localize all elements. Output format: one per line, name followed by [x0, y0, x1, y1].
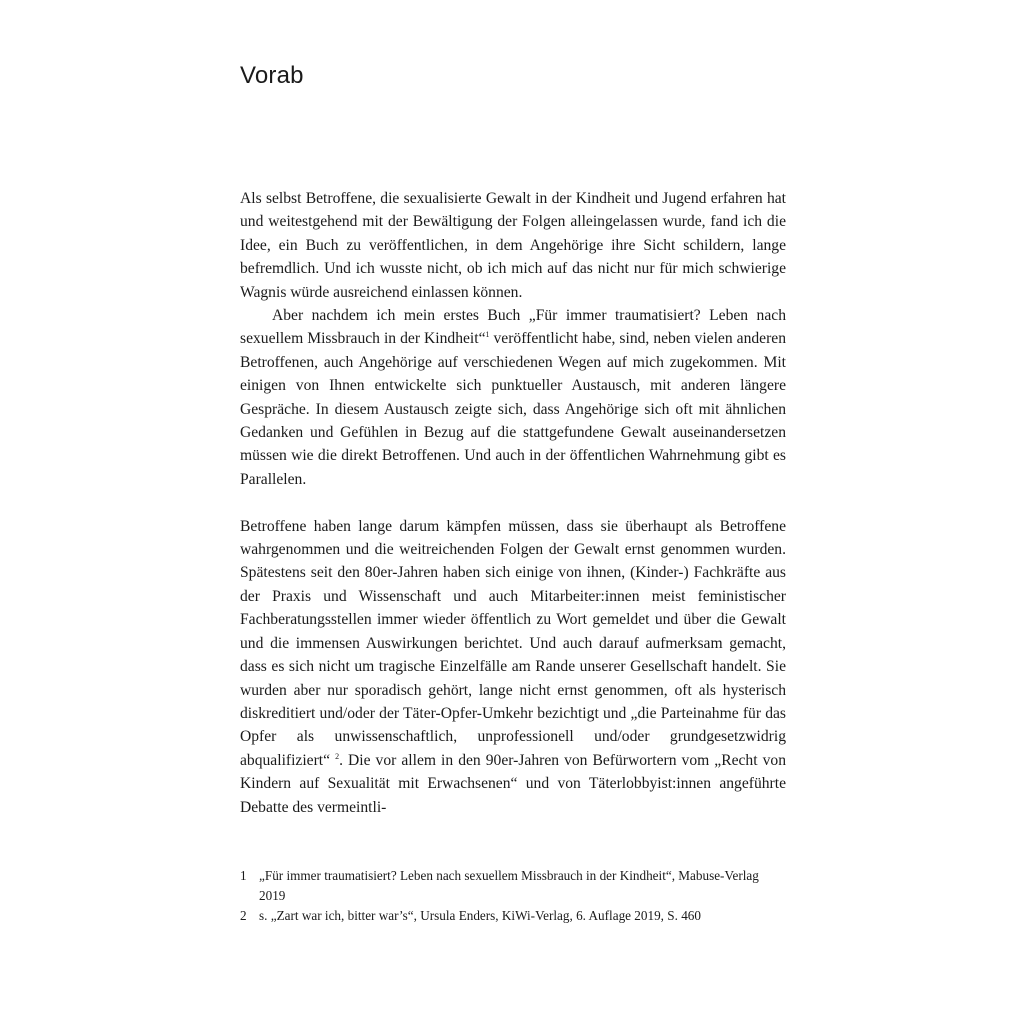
chapter-title: Vorab: [240, 62, 304, 89]
paragraph-1: Als selbst Betroffene, die sexualisierte Gewalt in der Kindheit und Jugend erfahren hat und weitestgehend mit der Bewältigung der Folgen alleingelassen wurde, fand ich die Idee, ein Buch zu veröffentlichen, in dem Angehörige ihre Sicht schildern, lange befremdlich. Und ich wusste nicht, ob ich mich auf das nicht nur für mich schwierige Wagnis würde ausreichend einlassen können.: [240, 190, 786, 301]
footnote-1: [240, 866, 786, 906]
paragraph-3-text-part-2: . Die vor allem in den 90er-Jahren von Befürwortern vom „Recht von Kindern auf Sexualität mit Erwachsenen“ und von Täterlobbyist:innen angeführte Debatte des vermeintli-: [240, 751, 786, 816]
footnotes: [240, 866, 786, 926]
paragraph-2-text-part-2: veröffentlicht habe, sind, neben vielen anderen Betroffenen, auch Angehörige auf verschiedenen Wegen auf mich zugekommen. Mit einigen von Ihnen entwickelte sich punktueller Austausch, mit anderen längere Gespräche. In diesem Austausch zeigte sich, dass Angehörige sich oft mit ähnlichen Gedanken und Gefühlen in Bezug auf die stattgefundene Gewalt auseinandersetzen müssen wie die direkt Betroffenen. Und auch in der öffentlichen Wahrnehmung gibt es Parallelen.: [240, 330, 786, 488]
paragraph-3-text-part-1: Betroffene haben lange darum kämpfen müssen, dass sie überhaupt als Betroffene wahrgenommen und die weitreichenden Folgen der Gewalt ernst genommen wurden. Spätestens seit den 80er-Jahren haben sich einige von ihnen, (Kinder-) Fachkräfte aus der Praxis und Wissenschaft und auch Mitarbeiter:innen meist feministischer Fachberatungsstellen immer wieder öffentlich zu Wort gemeldet und über die Gewalt und die immensen Auswirkungen berichtet. Und auch darauf aufmerksam gemacht, dass es sich nicht um tragische Einzelfälle am Rande unserer Gesellschaft handelt. Sie wurden aber nur sporadisch gehört, lange nicht ernst genommen, oft als hysterisch diskreditiert und/oder der Täter-Opfer-Umkehr bezichtigt und „die Parteinahme für das Opfer als unwissenschaftlich, unprofessionell und/oder grundgesetzwidrig abqualifiziert“: [240, 517, 786, 769]
paragraph-3: [240, 515, 786, 819]
footnote-2: [240, 906, 786, 926]
footnote-reference-2: 2: [335, 751, 340, 761]
footnote-number: 2: [240, 908, 247, 923]
body-text: [240, 187, 786, 819]
paragraph-2: [240, 304, 786, 491]
footnote-text: „Für immer traumatisiert? Leben nach sexuellem Missbrauch in der Kindheit“, Mabuse-Verlag 2019: [259, 868, 759, 903]
footnote-number: 1: [240, 868, 247, 883]
footnote-reference-1: 1: [485, 330, 490, 340]
paragraph-2-text-part-1: Aber nachdem ich mein erstes Buch „Für immer traumatisiert? Leben nach sexuellem Missbrauch in der Kindheit“: [240, 307, 786, 348]
footnote-text: s. „Zart war ich, bitter war’s“, Ursula Enders, KiWi-Verlag, 6. Auflage 2019, S. 460: [259, 908, 701, 923]
